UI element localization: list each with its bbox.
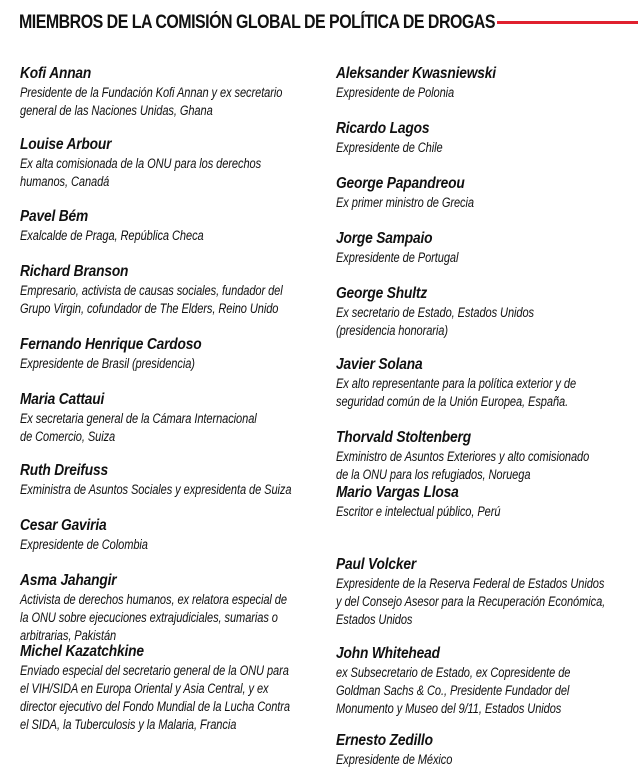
member-description-line: Expresidente de la Reserva Federal de Estados Unidos [336,576,605,591]
member-name: Jorge Sampaio [336,230,433,247]
member-description-line: (presidencia honoraria) [336,323,448,338]
member-name: Paul Volcker [336,556,417,573]
member-description-line: Expresidente de México [336,752,453,767]
member-entry [336,119,641,157]
member-entry [20,390,330,446]
member-entry [20,516,330,554]
member-name: Mario Vargas Llosa [336,484,459,501]
member-entry [336,355,641,411]
member-entry [20,262,330,318]
member-description-line: Presidente de la Fundación Kofi Annan y ex secretario [20,85,283,100]
member-description-line: Ex secretario de Estado, Estados Unidos [336,305,535,320]
member-name: Louise Arbour [20,136,112,153]
member-name: Thorvald Stoltenberg [336,429,471,446]
member-description-line: Exministra de Asuntos Sociales y expresidenta de Suiza [20,482,292,497]
member-entry [336,483,641,521]
member-description-line: general de las Naciones Unidas, Ghana [20,103,213,118]
member-entry [20,135,330,191]
member-entry [336,174,641,212]
member-description-line: Ex primer ministro de Grecia [336,195,474,210]
member-entry [20,335,330,373]
member-entry [336,284,641,340]
member-entry [336,731,641,769]
member-description-line: Ex secretaria general de la Cámara Internacional [20,411,257,426]
page-title: MIEMBROS DE LA COMISIÓN GLOBAL DE POLÍTICA DE DROGAS [19,12,495,33]
member-entry [20,461,330,499]
member-name: Kofi Annan [20,65,92,82]
member-name: Maria Cattaui [20,391,105,408]
member-description-line: Estados Unidos [336,612,413,627]
member-description-line: ex Subsecretario de Estado, ex Copresidente de [336,665,571,680]
member-name: John Whitehead [336,645,440,662]
member-description-line: arbitrarias, Pakistán [20,628,117,643]
member-description-line: el SIDA, la Tuberculosis y la Malaria, Francia [20,717,237,732]
member-description-line: Escritor e intelectual público, Perú [336,504,501,519]
member-name: Cesar Gaviria [20,517,107,534]
member-description-line: Ex alta comisionada de la ONU para los derechos [20,156,262,171]
member-description-line: Expresidente de Colombia [20,537,148,552]
member-description-line: Grupo Virgin, cofundador de The Elders, Reino Unido [20,301,279,316]
member-description-line: Expresidente de Portugal [336,250,459,265]
member-entry [336,64,641,102]
member-entry [20,642,330,734]
member-name: George Shultz [336,285,428,302]
member-name: Pavel Bém [20,208,89,225]
member-description-line: Expresidente de Chile [336,140,443,155]
member-name: Richard Branson [20,263,129,280]
member-entry [336,555,641,629]
member-name: Ernesto Zedillo [336,732,433,749]
member-description-line: el VIH/SIDA en Europa Oriental y Asia Central, y ex [20,681,269,696]
member-name: Ruth Dreifuss [20,462,108,479]
member-description-line: seguridad común de la Unión Europea, España. [336,394,569,409]
member-entry [336,644,641,718]
member-name: Fernando Henrique Cardoso [20,336,202,353]
member-description-line: Expresidente de Brasil (presidencia) [20,356,195,371]
member-name: Aleksander Kwasniewski [336,65,496,82]
member-description-line: de la ONU para los refugiados, Noruega [336,467,531,482]
member-entry [20,571,330,645]
member-description-line: Expresidente de Polonia [336,85,455,100]
member-description-line: Ex alto representante para la política exterior y de [336,376,577,391]
member-name: Ricardo Lagos [336,120,430,137]
member-description-line: Goldman Sachs & Co., Presidente Fundador del [336,683,570,698]
member-description-line: y del Consejo Asesor para la Recuperación Económica, [336,594,606,609]
member-name: Javier Solana [336,356,423,373]
member-description-line: Monumento y Museo del 9/11, Estados Unidos [336,701,562,716]
member-entry [20,64,330,120]
member-description-line: de Comercio, Suiza [20,429,116,444]
member-description-line: Exministro de Asuntos Exteriores y alto comisionado [336,449,590,464]
member-description-line: Enviado especial del secretario general de la ONU para [20,663,289,678]
member-description-line: Empresario, activista de causas sociales, fundador del [20,283,283,298]
member-entry [336,428,641,484]
member-name: Michel Kazatchkine [20,643,144,660]
member-name: Asma Jahangir [20,572,117,589]
member-description-line: Activista de derechos humanos, ex relatora especial de [20,592,287,607]
member-description-line: humanos, Canadá [20,174,110,189]
member-name: George Papandreou [336,175,465,192]
member-entry [336,229,641,267]
member-entry [20,207,330,245]
title-accent-rule [497,21,638,24]
member-description-line: Exalcalde de Praga, República Checa [20,228,204,243]
member-description-line: la ONU sobre ejecuciones extrajudiciales, sumarias o [20,610,278,625]
member-description-line: director ejecutivo del Fondo Mundial de la Lucha Contra [20,699,290,714]
